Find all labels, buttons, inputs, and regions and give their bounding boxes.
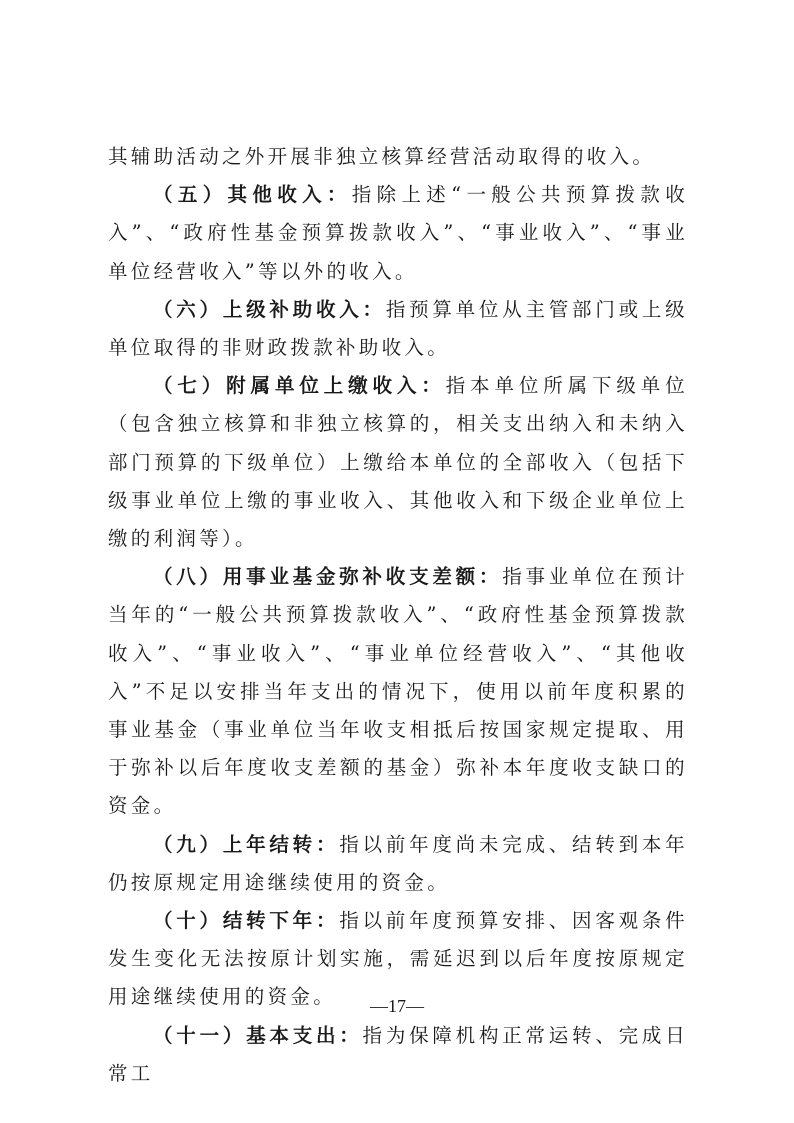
paragraph-business-fund xyxy=(108,558,688,825)
paragraph-term: （八）用事业基金弥补收支差额： xyxy=(153,565,503,589)
paragraph-text: 其辅助活动之外开展非独立核算经营活动取得的收入。 xyxy=(108,145,656,168)
paragraph-text: 指为保障机构正常运转、完成日常工 xyxy=(108,1023,689,1085)
paragraph-term: （九）上年结转： xyxy=(153,832,340,856)
paragraph-text: 指以前年度尚未完成、结转到本年仍按原规定用途继续使用的资金。 xyxy=(108,832,688,894)
paragraph-affiliated-remittance xyxy=(108,367,688,558)
paragraph-text: 指本单位所属下级单位（包含独立核算和非独立核算的，相关支出纳入和未纳入部门预算的下级单位）上缴给本单位的全部收入（包括下级事业单位上缴的事业收入、其他收入和下级企业单位上缴的利润等）。 xyxy=(108,374,688,551)
paragraph-text: 指事业单位在预计当年的“一般公共预算拨款收入”、“政府性基金预算拨款收入”、“事业收入”、“事业单位经营收入”、“其他收入”不足以安排当年支出的情况下，使用以前年度积累的事业基金（事业单位当年收支相抵后按国家规定提取、用于弥补以后年度收支差额的基金）弥补本年度收支缺口的资金。 xyxy=(108,565,688,818)
body-text xyxy=(108,138,688,1093)
paragraph-prior-year-carryover xyxy=(108,826,688,902)
paragraph-text: 指除上述“一般公共预算拨款收入”、“政府性基金预算拨款收入”、“事业收入”、“事业单位经营收入”等以外的收入。 xyxy=(108,183,689,283)
page-number: —17— xyxy=(370,996,424,1016)
paragraph-superior-subsidy xyxy=(108,291,688,367)
paragraph-term: （五）其他收入： xyxy=(153,183,352,207)
paragraph-other-income xyxy=(108,176,688,291)
paragraph-text: 指以前年度预算安排、因客观条件发生变化无法按原计划实施，需延迟到以后年度按原规定用途继续使用的资金。 xyxy=(108,909,688,1009)
paragraph-term: （七）附属单位上缴收入： xyxy=(153,374,446,398)
paragraph-term: （六）上级补助收入： xyxy=(153,297,386,321)
paragraph-term: （十一）基本支出： xyxy=(153,1023,363,1047)
paragraph-term: （十）结转下年： xyxy=(153,909,340,933)
paragraph-text: 指预算单位从主管部门或上级单位取得的非财政拨款补助收入。 xyxy=(108,297,688,360)
paragraph-continuation xyxy=(108,138,688,176)
paragraph-basic-expenditure xyxy=(108,1017,688,1093)
